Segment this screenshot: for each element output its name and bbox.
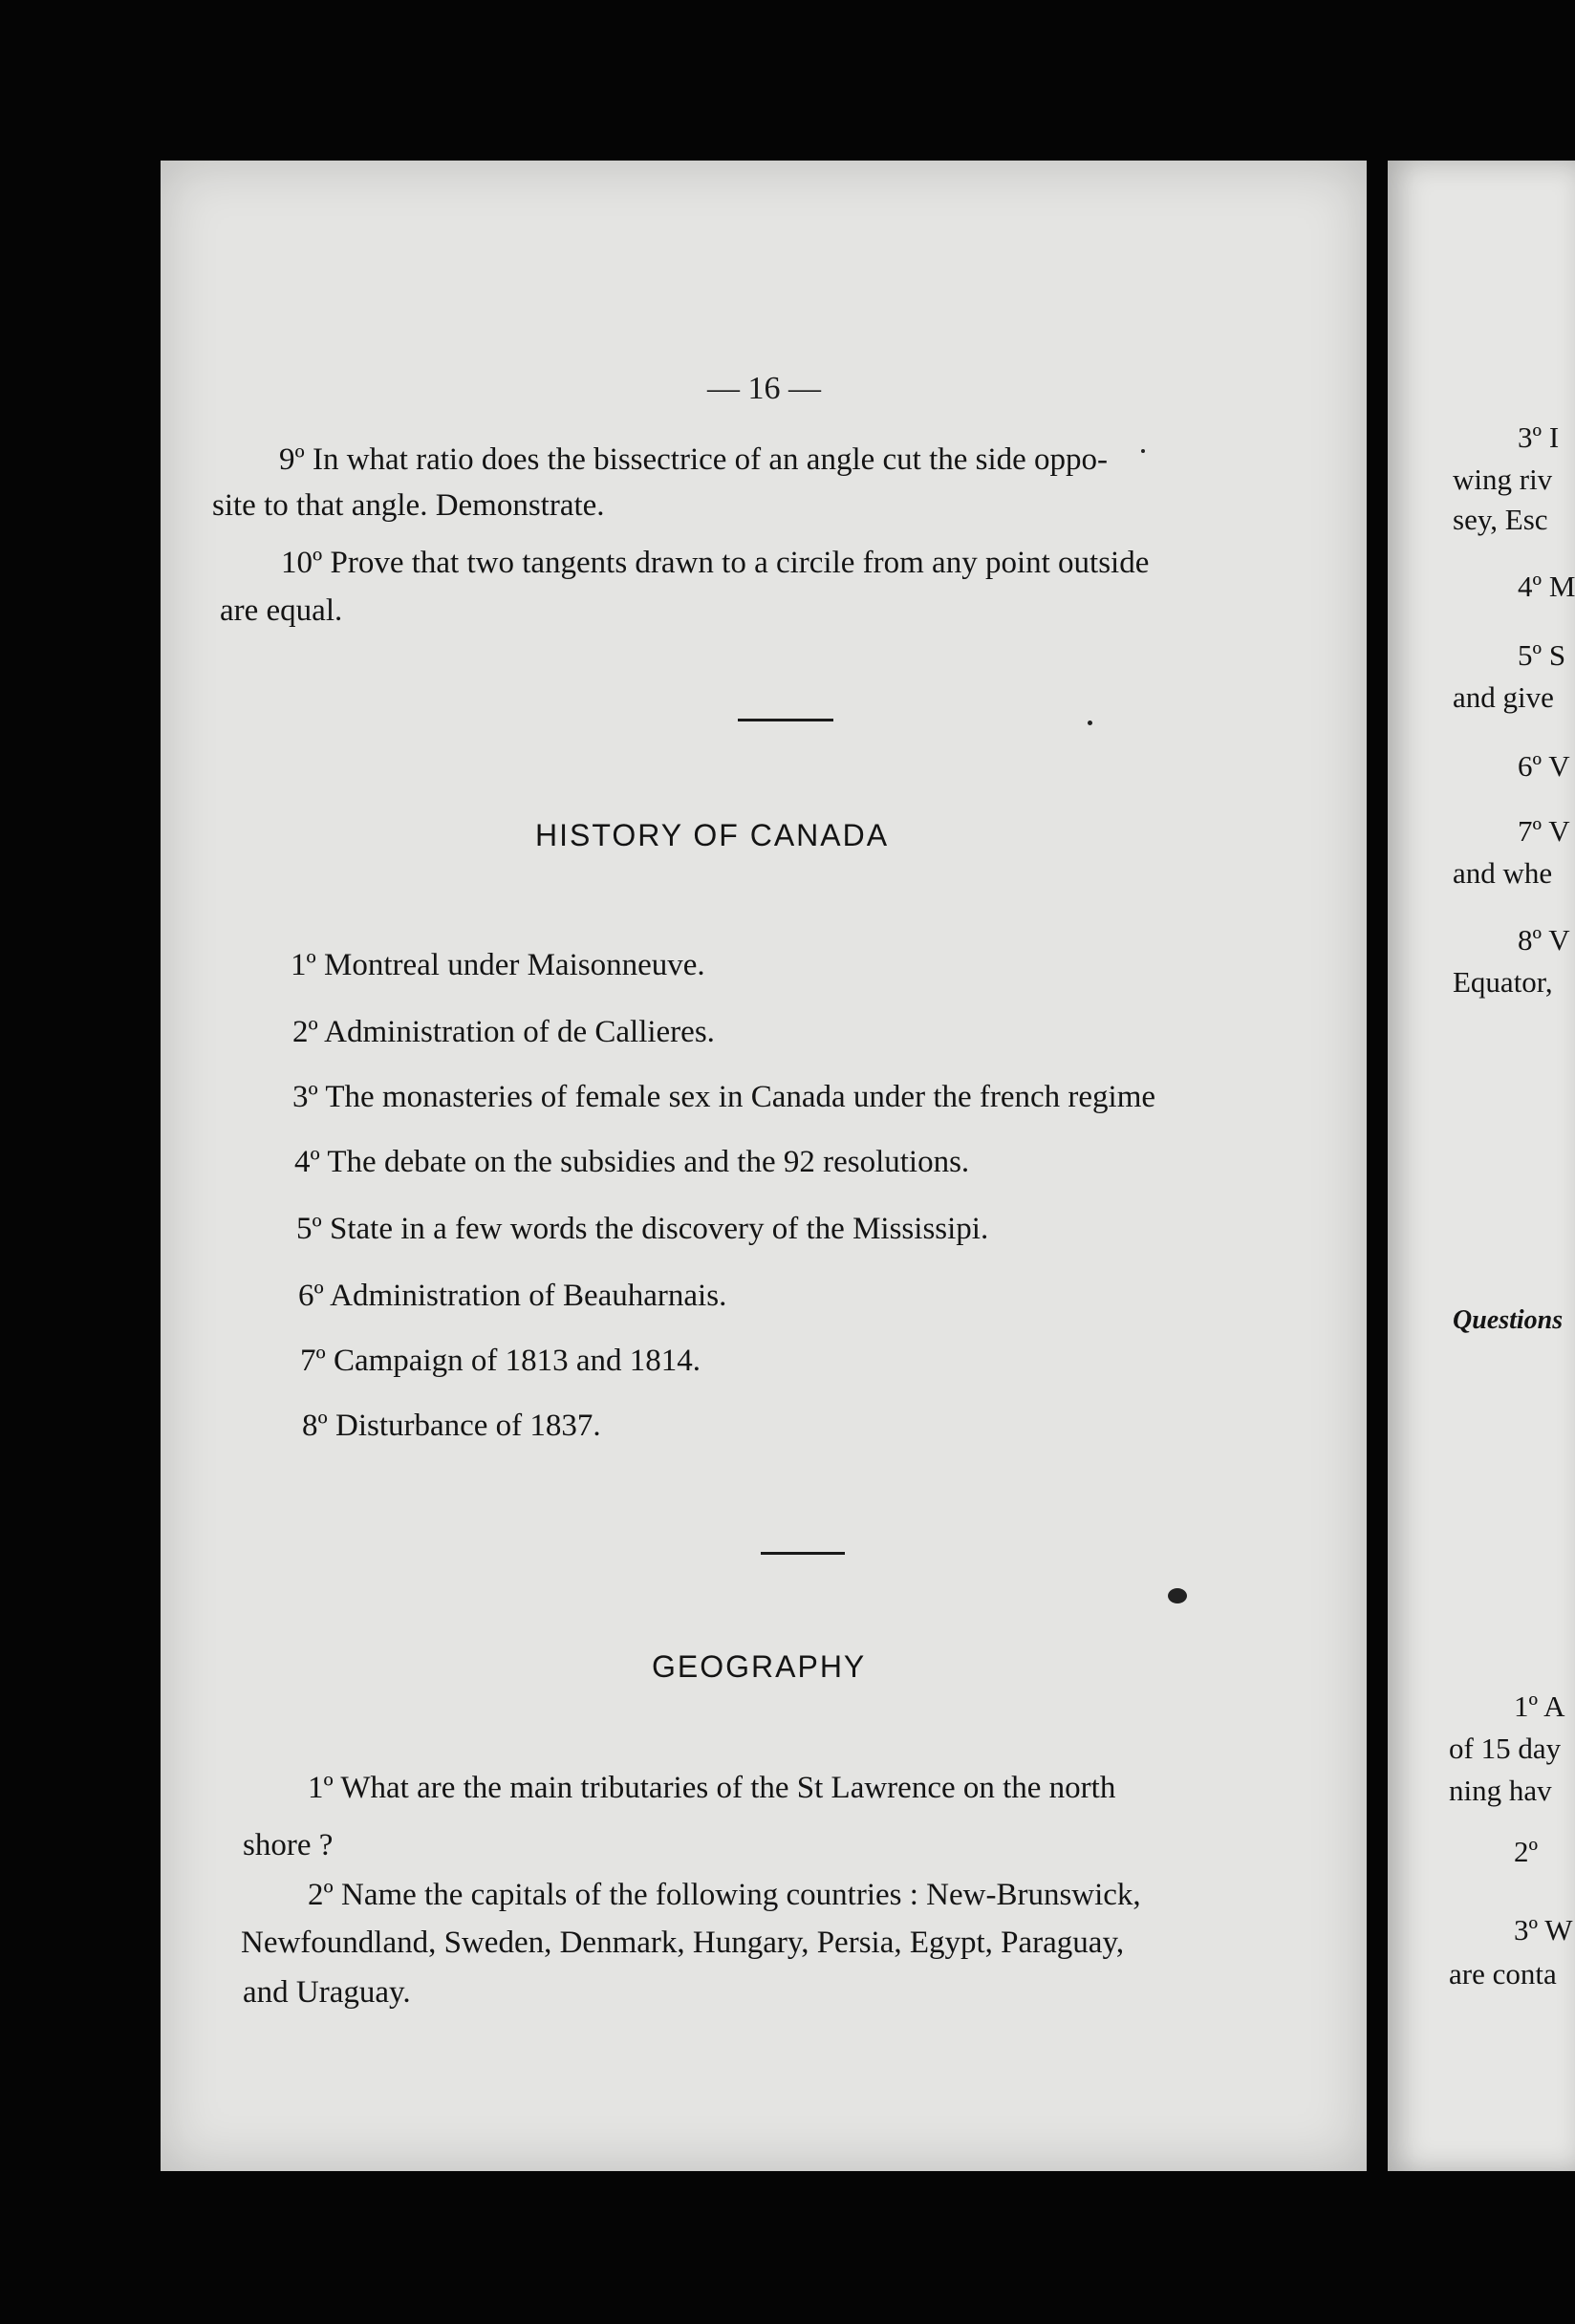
history-item-5: 5º State in a few words the discovery of the Mississipi. <box>296 1212 989 1246</box>
ink-spot <box>1141 449 1145 453</box>
question-9-line2: site to that angle. Demonstrate. <box>212 488 605 523</box>
right-fragment: wing riv <box>1453 463 1553 496</box>
right-fragment: 7º V <box>1518 814 1570 848</box>
history-item-2: 2º Administration of de Callieres. <box>292 1015 715 1049</box>
geography-item-2-line1: 2º Name the capitals of the following countries : New-Brunswick, <box>308 1878 1141 1912</box>
right-fragment: ning hav <box>1449 1774 1552 1807</box>
right-fragment: 8º V <box>1518 923 1570 957</box>
history-item-8: 8º Disturbance of 1837. <box>302 1409 601 1443</box>
geography-item-1-line2: shore ? <box>243 1828 334 1862</box>
section-divider <box>761 1552 845 1555</box>
history-item-4: 4º The debate on the subsidies and the 92 resolutions. <box>294 1145 970 1179</box>
right-fragment: sey, Esc <box>1453 503 1548 536</box>
section-divider <box>738 719 833 721</box>
right-fragment: are conta <box>1449 1957 1557 1990</box>
right-fragment: Equator, <box>1453 965 1553 999</box>
right-fragment: 5º S <box>1518 638 1566 672</box>
right-fragment: 3º I <box>1518 420 1560 454</box>
geography-heading: GEOGRAPHY <box>652 1649 867 1684</box>
ink-spot <box>1088 721 1092 725</box>
right-fragment: 3º W <box>1514 1913 1573 1947</box>
history-item-1: 1º Montreal under Maisonneuve. <box>291 948 705 982</box>
history-item-3: 3º The monasteries of female sex in Canada under the french regime <box>292 1080 1156 1114</box>
right-fragment: 1º A <box>1514 1689 1565 1723</box>
history-item-6: 6º Administration of Beauharnais. <box>298 1279 727 1313</box>
right-fragment: and whe <box>1453 856 1553 890</box>
question-10-line2: are equal. <box>220 593 343 628</box>
page-number: — 16 — <box>707 371 821 406</box>
question-10-line1: 10º Prove that two tangents drawn to a circile from any point outside <box>281 546 1150 580</box>
geography-item-2-line2: Newfoundland, Sweden, Denmark, Hungary, Persia, Egypt, Paraguay, <box>241 1926 1125 1960</box>
right-fragment: 2º <box>1514 1835 1539 1868</box>
right-fragment: 6º V <box>1518 749 1570 783</box>
right-fragment: and give <box>1453 680 1554 714</box>
ink-spot <box>1168 1588 1187 1603</box>
right-fragment: Questions <box>1453 1305 1564 1335</box>
right-fragment: 4º M <box>1518 570 1575 603</box>
history-heading: HISTORY OF CANADA <box>535 818 890 852</box>
geography-item-1-line1: 1º What are the main tributaries of the St Lawrence on the north <box>308 1771 1116 1805</box>
right-fragment: of 15 day <box>1449 1732 1562 1765</box>
history-item-7: 7º Campaign of 1813 and 1814. <box>300 1344 701 1378</box>
geography-item-2-line3: and Uraguay. <box>243 1975 411 2010</box>
question-9-line1: 9º In what ratio does the bissectrice of an angle cut the side oppo- <box>279 442 1109 477</box>
